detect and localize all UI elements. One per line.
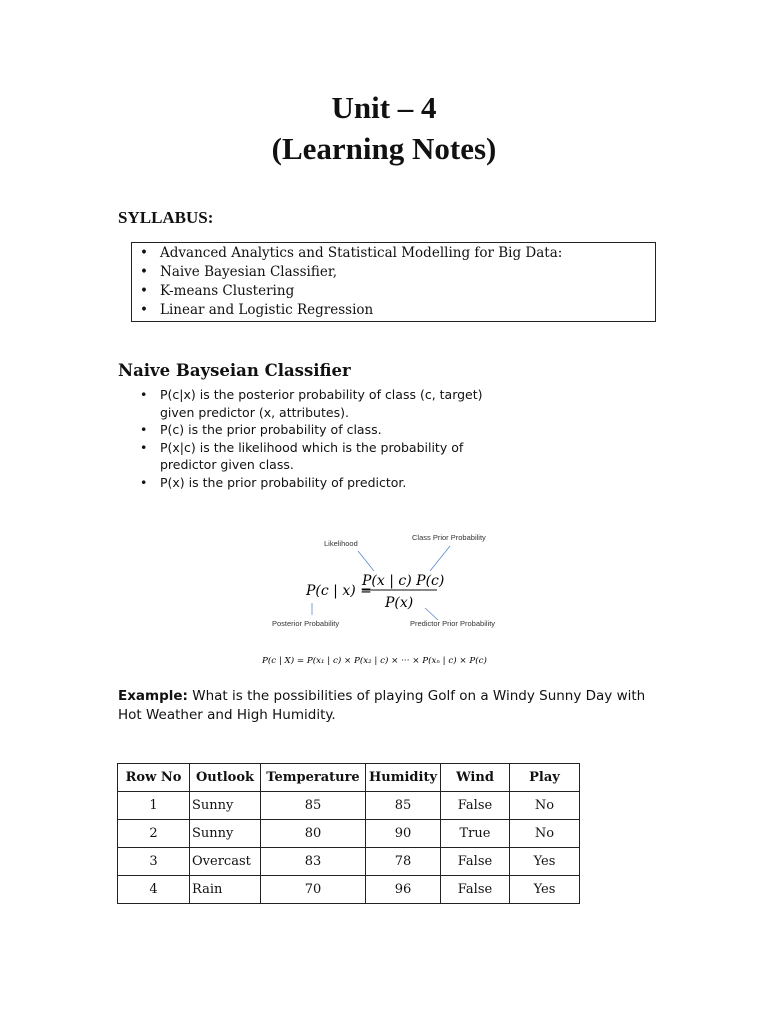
syllabus-heading: SYLLABUS: bbox=[118, 208, 214, 227]
table-cell: 83 bbox=[261, 848, 366, 876]
example-paragraph bbox=[118, 687, 658, 725]
syllabus-item: • Linear and Logistic Regression bbox=[132, 301, 655, 320]
label-class-prior: Class Prior Probability bbox=[412, 533, 486, 542]
table-cell: False bbox=[441, 792, 510, 820]
formula-denominator: P(x) bbox=[385, 595, 414, 611]
arrow-class-prior bbox=[430, 546, 450, 571]
golf-data-table bbox=[117, 763, 580, 904]
formula-numerator: P(x | c) P(c) bbox=[362, 573, 445, 589]
table-cell: 90 bbox=[366, 820, 441, 848]
page-subtitle: (Learning Notes) bbox=[271, 131, 497, 166]
table-cell: No bbox=[510, 792, 580, 820]
column-header: Row No bbox=[118, 764, 190, 792]
syllabus-item: • Naive Bayesian Classifier, bbox=[132, 263, 655, 282]
table-cell: 78 bbox=[366, 848, 441, 876]
table-cell: No bbox=[510, 820, 580, 848]
syllabus-item: • K-means Clustering bbox=[132, 282, 655, 301]
example-text: What is the possibilities of playing Golf on a Windy Sunny Day with Hot Weather and High Humidity. bbox=[118, 688, 646, 723]
table-cell: Yes bbox=[510, 876, 580, 904]
table-row bbox=[118, 820, 580, 848]
table-cell: 1 bbox=[118, 792, 190, 820]
syllabus-box bbox=[131, 242, 656, 322]
table-row bbox=[118, 848, 580, 876]
bayes-formula-diagram bbox=[250, 525, 520, 675]
table-header-row bbox=[118, 764, 580, 792]
table-cell: Overcast bbox=[190, 848, 261, 876]
column-header: Wind bbox=[441, 764, 510, 792]
definition-list bbox=[140, 386, 520, 491]
table-cell: Rain bbox=[190, 876, 261, 904]
label-predictor-prior: Predictor Prior Probability bbox=[410, 619, 496, 628]
arrow-likelihood bbox=[358, 551, 374, 571]
table-cell: False bbox=[441, 848, 510, 876]
bayes-formula-figure bbox=[250, 525, 520, 675]
table-row bbox=[118, 792, 580, 820]
column-header: Humidity bbox=[366, 764, 441, 792]
table-cell: False bbox=[441, 876, 510, 904]
table-cell: 70 bbox=[261, 876, 366, 904]
table-cell: Sunny bbox=[190, 792, 261, 820]
column-header: Play bbox=[510, 764, 580, 792]
label-posterior: Posterior Probability bbox=[272, 619, 340, 628]
column-header: Temperature bbox=[261, 764, 366, 792]
table-cell: Yes bbox=[510, 848, 580, 876]
table-cell: 4 bbox=[118, 876, 190, 904]
syllabus-item: • Advanced Analytics and Statistical Modelling for Big Data: bbox=[132, 244, 655, 263]
definition-item: • P(c|x) is the posterior probability of class (c, target) given predictor (x, attributes). bbox=[140, 386, 520, 421]
table-cell: 85 bbox=[366, 792, 441, 820]
table-cell: True bbox=[441, 820, 510, 848]
page-title: Unit – 4 bbox=[331, 90, 437, 125]
example-label: Example: bbox=[118, 688, 188, 704]
table-row bbox=[118, 876, 580, 904]
definition-item: • P(c) is the prior probability of class. bbox=[140, 421, 520, 439]
table-cell: 80 bbox=[261, 820, 366, 848]
definition-item: • P(x|c) is the likelihood which is the probability of predictor given class. bbox=[140, 439, 520, 474]
definition-item: • P(x) is the prior probability of predictor. bbox=[140, 474, 520, 492]
table-cell: 85 bbox=[261, 792, 366, 820]
table-cell: 96 bbox=[366, 876, 441, 904]
table-cell: 3 bbox=[118, 848, 190, 876]
column-header: Outlook bbox=[190, 764, 261, 792]
label-likelihood: Likelihood bbox=[324, 539, 358, 548]
section-heading: Naive Bayseian Classifier bbox=[118, 361, 351, 380]
table-cell: 2 bbox=[118, 820, 190, 848]
formula-lhs: P(c | x) = bbox=[306, 583, 372, 599]
formula-expanded: P(c | X) = P(x₁ | c) × P(x₂ | c) × ··· × P(xₙ | c) × P(c) bbox=[262, 656, 487, 666]
syllabus-list bbox=[132, 244, 655, 320]
table-cell: Sunny bbox=[190, 820, 261, 848]
